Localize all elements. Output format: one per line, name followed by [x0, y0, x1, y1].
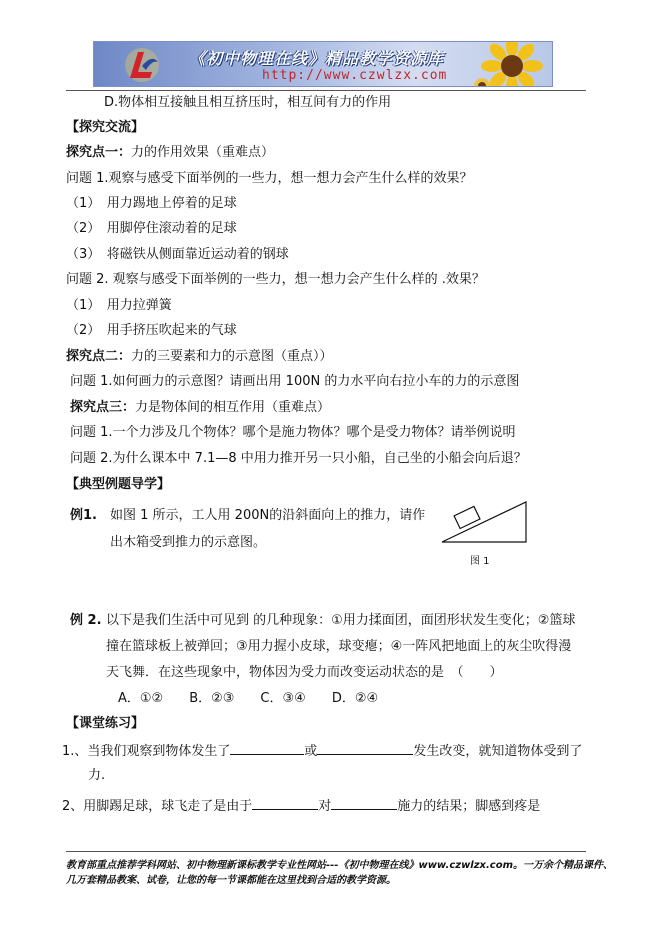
- question-2: 问题 2. 观察与感受下面举例的一些力，想一想力会产生什么样的 .效果？: [66, 272, 485, 287]
- topic-3-question-2: 问题 2.为什么课本中 7.1—8 中用力推开另一只小船，自己坐的小船会向后退？: [70, 451, 527, 466]
- figure-label: 图 1: [470, 556, 490, 567]
- practice-1-text-b: 或: [304, 744, 318, 759]
- practice-2-text-a: 2、用脚踢足球，球飞走了是由于: [62, 799, 253, 814]
- example-2: [70, 612, 575, 630]
- example-2-options: A．①② B．②③ C．③④ D．②④: [118, 691, 379, 706]
- header-banner: [93, 41, 553, 87]
- example-2-text: 以下是我们生活中可见到 的几种现象：①用力揉面团，面团形状发生变化；②篮球: [106, 613, 576, 628]
- question-1-item-3: （3） 将磁铁从侧面靠近运动着的钢球: [66, 247, 289, 262]
- question-2-item-1: （1） 用力拉弹簧: [66, 298, 172, 313]
- answer-blank[interactable]: [317, 741, 413, 755]
- topic-2-head: 探究点二：: [66, 349, 132, 364]
- topic-3: [70, 399, 330, 417]
- practice-2: [62, 796, 540, 816]
- site-logo-icon: [122, 46, 162, 84]
- topic-1: [66, 144, 274, 162]
- topic-2-text: 力的三要素和力的示意图（重点））: [131, 349, 333, 364]
- practice-1: [62, 741, 582, 761]
- topic-3-text: 力是物体间的相互作用（重难点）: [135, 400, 331, 415]
- topic-1-text: 力的作用效果（重难点）: [131, 145, 275, 160]
- question-2-item-2: （2） 用手挤压吹起来的气球: [66, 323, 237, 338]
- section-heading-explore: 【探究交流】: [66, 120, 145, 135]
- practice-1-text-a: 1.、当我们观察到物体发生了: [62, 744, 231, 759]
- answer-blank[interactable]: [252, 796, 318, 810]
- topic-1-head: 探究点一：: [66, 145, 132, 160]
- header-divider: [66, 90, 586, 91]
- section-heading-practice: 【课堂练习】: [66, 716, 145, 731]
- answer-blank[interactable]: [331, 796, 397, 810]
- question-1: 问题 1.观察与感受下面举例的一些力，想一想力会产生什么样的效果？: [66, 171, 473, 186]
- practice-2-text-b: 对: [318, 799, 332, 814]
- example-1-head: 例1.: [70, 508, 97, 523]
- example-1-text: 如图 1 所示，工人用 200N的沿斜面向上的推力，请作: [110, 508, 426, 523]
- footer-divider: [66, 851, 586, 852]
- topic-2: [66, 348, 333, 366]
- practice-2-text-c: 施力的结果；脚感到疼是: [397, 799, 541, 814]
- incline-figure: [440, 496, 528, 544]
- practice-1-text-c: 发生改变，就知道物体受到了: [413, 744, 583, 759]
- banner-title: 《初中物理在线》精品教学资源库: [189, 49, 445, 68]
- topic-3-question-1: 问题 1.一个力涉及几个物体？哪个是施力物体？哪个是受力物体？请举例说明: [70, 425, 516, 440]
- option-d: D.物体相互接触且相互挤压时，相互间有力的作用: [104, 95, 392, 110]
- sunflower-icon: [470, 41, 550, 87]
- topic-2-question-1: 问题 1.如何画力的示意图？请画出用 100N 的力水平向右拉小车的力的示意图: [70, 374, 520, 389]
- footer-line-1: 教育部重点推荐学科网站、初中物理新课标教学专业性网站---《初中物理在线》www.czwlzx.com。一万余个精品课件、: [66, 860, 614, 871]
- footer-line-2: 几万套精品教案、试卷，让您的每一节课都能在这里找到合适的教学资源。: [66, 875, 396, 886]
- practice-1-text-d: 力.: [88, 768, 106, 783]
- example-2-head: 例 2.: [70, 613, 102, 628]
- example-1-text-2: 出木箱受到推力的示意图。: [110, 535, 267, 550]
- example-2-text-3: 天飞舞．在这些现象中，物体因为受力而改变运动状态的是 （ ）: [106, 665, 503, 680]
- question-1-item-2: （2） 用脚停住滚动着的足球: [66, 221, 237, 236]
- section-heading-examples: 【典型例题导学】: [66, 477, 171, 492]
- answer-blank[interactable]: [230, 741, 304, 755]
- banner-url[interactable]: http://www.czwlzx.com: [262, 68, 448, 83]
- topic-3-head: 探究点三：: [70, 400, 136, 415]
- example-1: [70, 507, 425, 525]
- question-1-item-1: （1） 用力踢地上停着的足球: [66, 196, 237, 211]
- example-2-text-2: 撞在篮球板上被弹回；③用力握小皮球，球变瘪；④一阵风把地面上的灰尘吹得漫: [106, 639, 572, 654]
